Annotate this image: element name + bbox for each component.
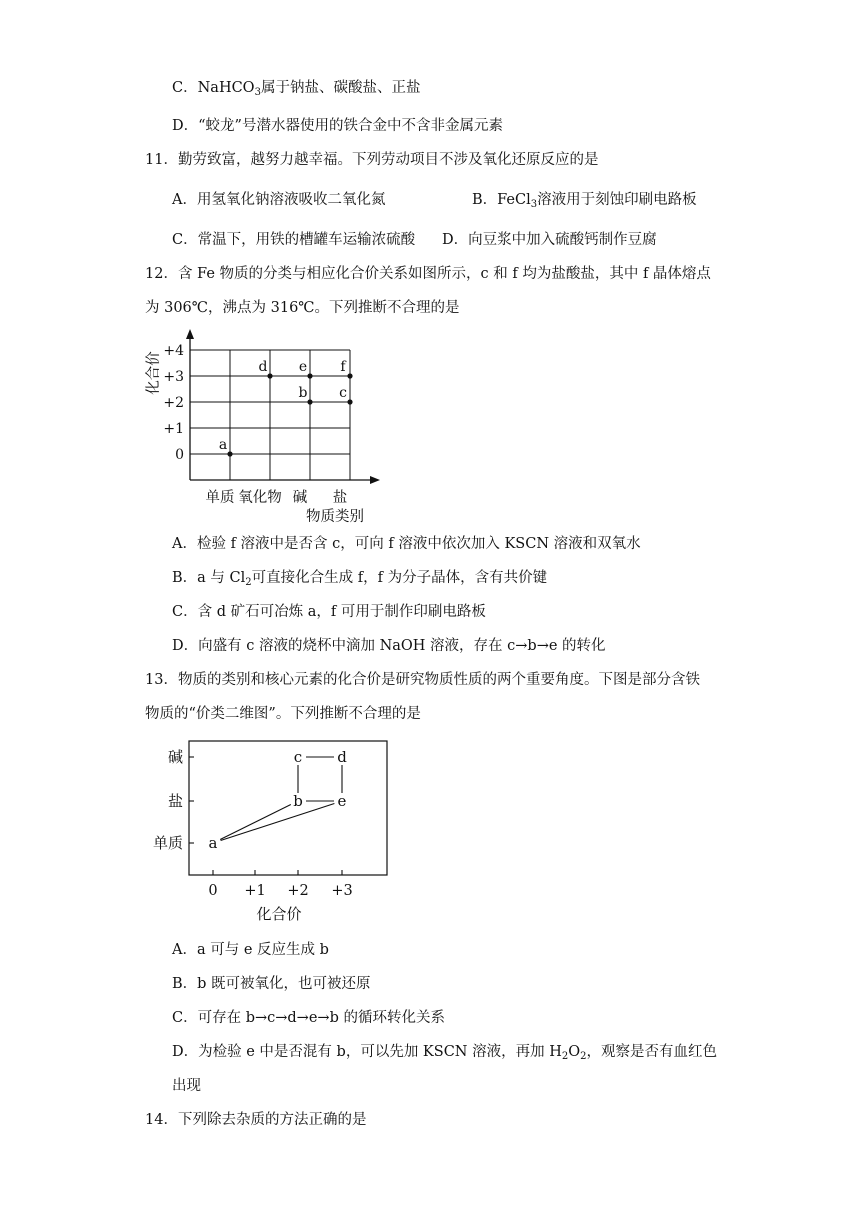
chart1-point-b	[307, 399, 312, 404]
chart2-xlabel: 化合价	[256, 905, 302, 923]
question-14: 14．下列除去杂质的方法正确的是	[145, 1112, 367, 1128]
option-c-q10: C．NaHCO$_3$属于钠盐、碳酸盐、正盐	[172, 80, 421, 98]
option-d-q13-cont: 出现	[172, 1078, 201, 1094]
chart1-y-arrow	[186, 329, 194, 339]
chart1-point-label-d: d	[258, 359, 268, 375]
chart1-x-tick-label: 碱	[292, 490, 308, 506]
chart1-y-ticks	[163, 343, 184, 463]
chart1-point-f	[347, 373, 352, 378]
option-d-q12: D．向盛有 c 溶液的烧杯中滴加 NaOH 溶液，存在 c→b→e 的转化	[172, 638, 606, 654]
chart1-points	[219, 359, 353, 457]
chart2-x-tick-label: +3	[331, 883, 353, 899]
chart1-x-tick-label: 单质	[205, 490, 235, 506]
chart1-point-d	[267, 373, 272, 378]
question-12-line2: 为 306℃，沸点为 316℃。下列推断不合理的是	[145, 300, 460, 316]
option-a-q12: A．检验 f 溶液中是否含 c，可向 f 溶液中依次加入 KSCN 溶液和双氧水	[172, 536, 641, 552]
chart2-link-a-e	[221, 803, 335, 840]
question-13-line1: 13．物质的类别和核心元素的化合价是研究物质性质的两个重要角度。下图是部分含铁	[145, 672, 700, 688]
question-12-line1: 12．含 Fe 物质的分类与相应化合价关系如图所示，c 和 f 均为盐酸盐，其中 f 晶体熔点	[145, 266, 711, 282]
chart2-point-label-e: e	[337, 792, 347, 810]
option-c-q11: C．常温下，用铁的槽罐车运输浓硫酸	[172, 232, 416, 248]
chart2-y-tick-label: 碱	[167, 748, 183, 766]
chart2-point-label-b: b	[293, 792, 303, 810]
chart1-point-e	[307, 373, 312, 378]
chart2-x-tick-label: +2	[287, 883, 309, 899]
chart2-y-tick-label: 盐	[167, 792, 183, 810]
chart1-x-ticks	[206, 488, 348, 506]
chart-valence-vs-class	[135, 325, 395, 530]
chart1-point-label-f: f	[340, 359, 346, 375]
chart2-point-label-c: c	[293, 748, 303, 766]
chart2-y-ticks	[153, 748, 194, 852]
option-a-q13: A．a 可与 e 反应生成 b	[172, 942, 329, 958]
question-13-line2: 物质的“价类二维图”。下列推断不合理的是	[145, 706, 421, 722]
option-d-q13: D．为检验 e 中是否混有 b，可以先加 KSCN 溶液，再加 $H_2O_2$，观察是否有血红色	[172, 1044, 717, 1062]
chart1-ylabel: 化合价	[146, 351, 162, 395]
chart1-y-tick-label: +2	[163, 395, 184, 411]
option-b-q12: B．a 与 $Cl_2$可直接化合生成 f，f 为分子晶体，含有共价键	[172, 570, 548, 588]
chart2-x-ticks	[208, 870, 352, 899]
option-a-q11: A．用氢氧化钠溶液吸收二氧化氮	[172, 192, 386, 208]
chart2-point-label-a: a	[208, 834, 218, 852]
chart1-y-tick-label: +1	[163, 421, 184, 437]
chart2-links	[220, 757, 342, 841]
chart1-point-label-b: b	[298, 385, 308, 401]
chart1-x-tick-label: 盐	[332, 490, 348, 506]
question-11: 11．勤劳致富，越努力越幸福。下列劳动项目不涉及氧化还原反应的是	[145, 152, 599, 168]
option-b-q13: B．b 既可被氧化，也可被还原	[172, 976, 371, 992]
chart1-grid	[190, 350, 350, 480]
option-d-q11: D．向豆浆中加入硫酸钙制作豆腐	[442, 232, 657, 248]
chart2-points	[209, 748, 348, 852]
chart2-link-a-b	[220, 805, 291, 840]
option-c-q13: C．可存在 b→c→d→e→b 的循环转化关系	[172, 1010, 445, 1026]
option-d-q10: D．“蛟龙”号潜水器使用的铁合金中不含非金属元素	[172, 118, 503, 134]
option-b-q11: B．FeCl$_3$溶液用于刻蚀印刷电路板	[472, 192, 697, 210]
chart1-x-tick-label: 氧化物	[238, 490, 282, 506]
chart2-frame	[189, 741, 387, 875]
option-c-q12: C．含 d 矿石可冶炼 a，f 可用于制作印刷电路板	[172, 604, 486, 620]
chart1-xlabel: 物质类别	[306, 509, 364, 525]
chart2-point-label-d: d	[337, 748, 347, 766]
chart1-y-tick-label: 0	[175, 447, 184, 463]
chart1-y-tick-label: +3	[163, 369, 184, 385]
chart1-point-c	[347, 399, 352, 404]
chart1-axes	[186, 329, 380, 484]
chart1-point-label-e: e	[298, 359, 308, 375]
chart-valence-class-2d	[135, 735, 395, 925]
chart1-point-label-a: a	[218, 437, 228, 453]
chart1-point-label-c: c	[339, 385, 347, 401]
chart2-x-tick-label: 0	[208, 883, 218, 899]
chart1-point-a	[227, 451, 232, 456]
chart1-x-arrow	[370, 476, 380, 484]
chart2-y-tick-label: 单质	[152, 834, 183, 852]
chart1-y-tick-label: +4	[163, 343, 184, 359]
chart2-x-tick-label: +1	[244, 883, 266, 899]
